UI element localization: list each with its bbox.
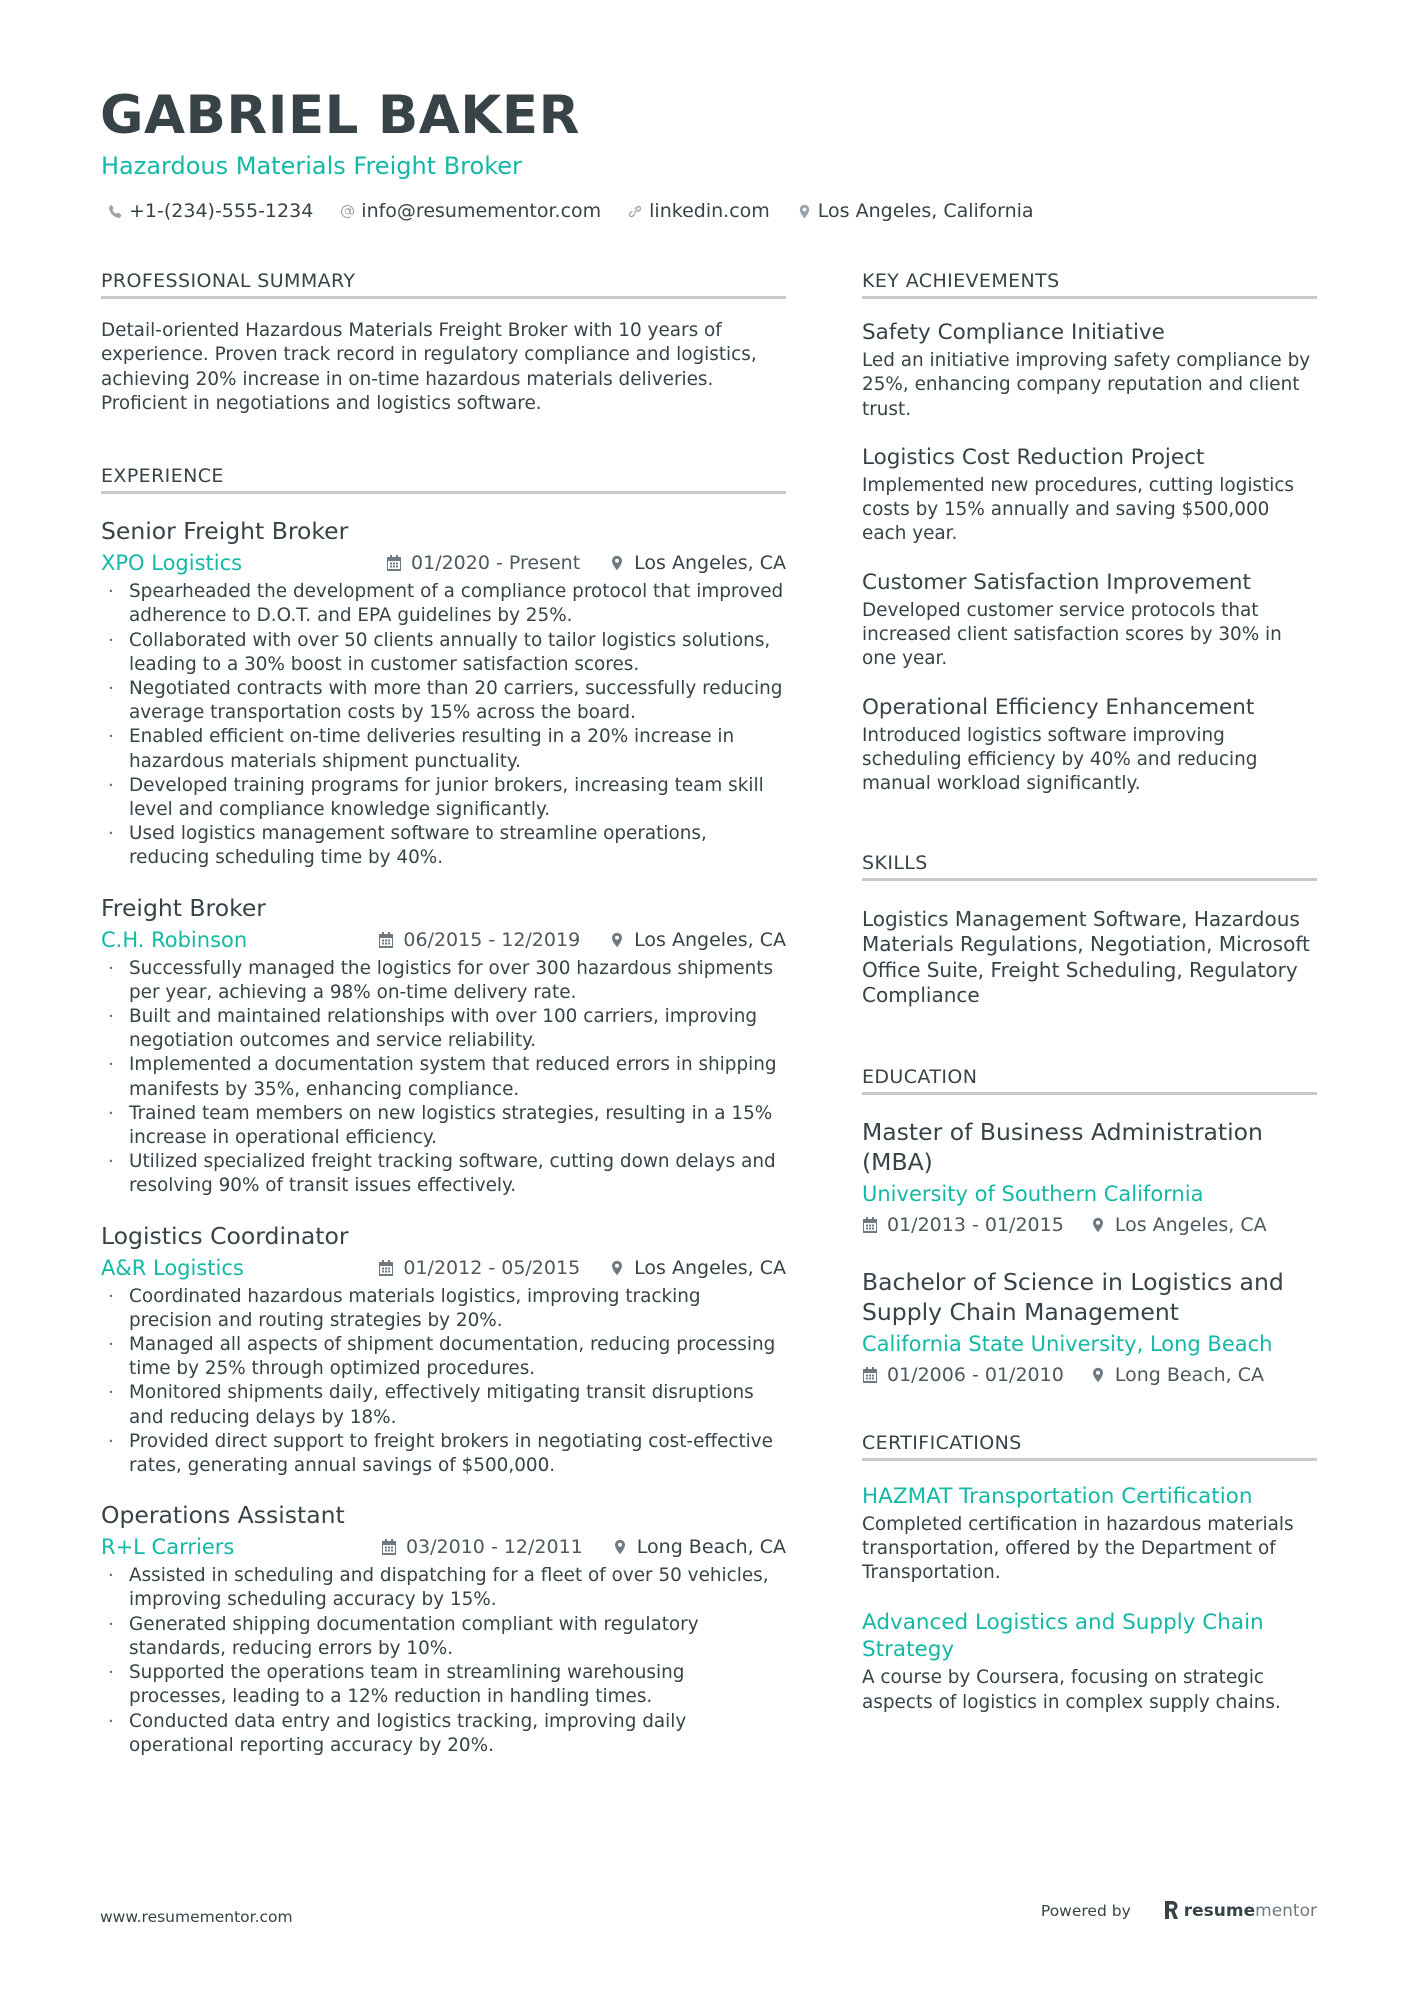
job-dates-text: 01/2020 - Present [411, 552, 581, 575]
skills-text: Logistics Management Software, Hazardous Materials Regulations, Negotiation, Microsoft Office Suite, Freight Scheduling, Regulatory Compliance [862, 906, 1310, 1008]
certifications-section [862, 1431, 1317, 1715]
at-icon [340, 204, 355, 219]
achievement-desc: Developed customer service protocols that increased client satisfaction scores by 30% in one year. [862, 599, 1282, 670]
education-location-text: Long Beach, CA [1114, 1363, 1265, 1386]
certification-desc: Completed certification in hazardous materials transportation, offered by the Department of Transportation. [862, 1513, 1294, 1584]
contact-linkedin[interactable] [628, 200, 770, 222]
job-dates [386, 552, 580, 574]
job-meta [101, 546, 786, 580]
contact-location-text: Los Angeles, California [817, 200, 1034, 222]
certification-title: HAZMAT Transportation Certification [862, 1483, 1253, 1509]
experience-section [101, 464, 786, 1758]
job-company: XPO Logistics [101, 551, 243, 576]
summary-heading: PROFESSIONAL SUMMARY [101, 269, 786, 299]
job-company: A&R Logistics [101, 1255, 244, 1280]
job-meta-right [378, 929, 786, 951]
job-entry [101, 1500, 786, 1758]
job-meta-right [378, 1257, 786, 1279]
education-dates-text: 01/2013 - 01/2015 [887, 1213, 1064, 1236]
job-dates [381, 1536, 583, 1558]
job-dates-text: 06/2015 - 12/2019 [403, 928, 581, 951]
education-school: University of Southern California [862, 1181, 1204, 1206]
job-dates [378, 1257, 580, 1279]
education-meta [862, 1209, 1317, 1241]
location-icon [1090, 1217, 1106, 1233]
achievement-title: Customer Satisfaction Improvement [862, 569, 1251, 595]
job-meta-right [386, 552, 786, 574]
list-item: · Collaborated with over 50 clients annually to tailor logistics solutions, leading to a 30% boost in customer satisfaction scores. [101, 629, 786, 677]
education-dates-text: 01/2006 - 01/2010 [887, 1363, 1064, 1386]
contact-email[interactable] [340, 200, 601, 222]
left-column [101, 269, 786, 1758]
education-item [862, 1267, 1317, 1391]
achievement-item [862, 569, 1317, 672]
education-location-text: Los Angeles, CA [1114, 1213, 1267, 1236]
list-item: · Provided direct support to freight brokers in negotiating cost-effective rates, generating annual savings of $500,000. [101, 1430, 786, 1478]
job-meta-right [381, 1536, 786, 1558]
calendar-icon [862, 1367, 878, 1383]
job-entry [101, 1221, 786, 1479]
job-bullets [101, 957, 786, 1199]
education-location [1090, 1364, 1264, 1386]
brand-name-bold: resume [1183, 1900, 1256, 1921]
candidate-title: Hazardous Materials Freight Broker [101, 152, 522, 180]
job-entry [101, 893, 786, 1199]
certification-desc: A course by Coursera, focusing on strategic aspects of logistics in complex supply chains. [862, 1667, 1281, 1713]
contact-linkedin-text: linkedin.com [649, 200, 770, 222]
job-company: R+L Carriers [101, 1535, 235, 1560]
summary-text: Detail-oriented Hazardous Materials Freight Broker with 10 years of experience. Proven track record in regulatory compliance and logistics, achieving 20% increase in on-time hazardous materials deliveries. Proficient in negotiations and logistics software. [101, 320, 757, 414]
experience-heading: EXPERIENCE [101, 464, 786, 494]
education-school: California State University, Long Beach [862, 1331, 1273, 1356]
powered-by-label: Powered by [1040, 1901, 1131, 1920]
job-location [609, 1257, 786, 1279]
certification-title: Advanced Logistics and Supply Chain Strategy [862, 1610, 1264, 1663]
job-location-text: Los Angeles, CA [634, 928, 786, 951]
job-location-text: Long Beach, CA [636, 1536, 786, 1559]
list-item: · Generated shipping documentation compliant with regulatory standards, reducing errors by 10%. [101, 1613, 786, 1661]
achievement-title: Logistics Cost Reduction Project [862, 444, 1205, 470]
brand-name-light: mentor [1255, 1900, 1317, 1921]
list-item: · Utilized specialized freight tracking software, cutting down delays and resolving 90% of transit issues effectively. [101, 1150, 786, 1198]
job-meta [101, 1530, 786, 1564]
list-item: · Conducted data entry and logistics tracking, improving daily operational reporting accuracy by 20%. [101, 1710, 786, 1758]
right-column [862, 269, 1317, 1715]
job-title: Freight Broker [101, 893, 266, 922]
achievement-item [862, 444, 1317, 547]
contact-bar [108, 198, 1061, 224]
job-location-text: Los Angeles, CA [634, 1256, 786, 1279]
education-item [862, 1117, 1317, 1241]
link-icon [628, 204, 643, 219]
certification-item [862, 1483, 1317, 1586]
job-bullets [101, 1564, 786, 1758]
certification-item [862, 1609, 1317, 1715]
job-dates-text: 03/2010 - 12/2011 [405, 1536, 583, 1559]
job-meta [101, 1251, 786, 1285]
achievement-title: Safety Compliance Initiative [862, 320, 1165, 345]
list-item: · Trained team members on new logistics strategies, resulting in a 15% increase in operational efficiency. [101, 1102, 786, 1150]
job-entry [101, 516, 786, 870]
achievements-section [862, 269, 1317, 797]
calendar-icon [386, 555, 402, 571]
list-item: · Assisted in scheduling and dispatching for a fleet of over 50 vehicles, improving scheduling accuracy by 15%. [101, 1564, 786, 1612]
calendar-icon [862, 1217, 878, 1233]
list-item: · Successfully managed the logistics for over 300 hazardous shipments per year, achieving a 98% on-time delivery rate. [101, 957, 786, 1005]
contact-phone-text: +1-(234)-555-1234 [129, 200, 314, 222]
education-section [862, 1065, 1317, 1391]
job-location [612, 1536, 786, 1558]
achievement-desc: Implemented new procedures, cutting logistics costs by 15% annually and saving $500,000 each year. [862, 474, 1295, 545]
list-item: · Developed training programs for junior brokers, increasing team skill level and compliance knowledge significantly. [101, 774, 786, 822]
location-icon [609, 932, 625, 948]
contact-email-text: info@resumementor.com [361, 200, 602, 222]
list-item: · Implemented a documentation system that reduced errors in shipping manifests by 35%, enhancing compliance. [101, 1053, 786, 1101]
achievement-desc: Introduced logistics software improving scheduling efficiency by 40% and reducing manual workload significantly. [862, 724, 1258, 795]
list-item: · Built and maintained relationships with over 100 carriers, improving negotiation outcomes and service reliability. [101, 1005, 786, 1053]
skills-section [862, 851, 1317, 1009]
education-degree: Master of Business Administration (MBA) [862, 1117, 1263, 1176]
job-bullets [101, 580, 786, 870]
education-dates [862, 1364, 1064, 1386]
location-icon [797, 204, 812, 219]
calendar-icon [378, 1260, 394, 1276]
resumementor-logo-icon [1163, 1900, 1180, 1921]
summary-section [101, 269, 786, 416]
education-heading: EDUCATION [862, 1065, 1317, 1095]
contact-phone[interactable] [108, 200, 313, 222]
brand-logo[interactable] [1163, 1900, 1317, 1921]
list-item: · Managed all aspects of shipment documentation, reducing processing time by 25% through optimized procedures. [101, 1333, 786, 1381]
location-icon [609, 1260, 625, 1276]
job-meta [101, 923, 786, 957]
list-item: · Spearheaded the development of a compliance protocol that improved adherence to D.O.T. and EPA guidelines by 25%. [101, 580, 786, 628]
job-title: Senior Freight Broker [101, 517, 349, 546]
contact-location [797, 200, 1034, 222]
job-dates-text: 01/2012 - 05/2015 [403, 1256, 581, 1279]
list-item: · Monitored shipments daily, effectively mitigating transit disruptions and reducing delays by 18%. [101, 1381, 786, 1429]
calendar-icon [378, 932, 394, 948]
list-item: · Enabled efficient on-time deliveries resulting in a 20% increase in hazardous materials shipment punctuality. [101, 725, 786, 773]
achievement-item [862, 319, 1317, 422]
location-icon [1090, 1367, 1106, 1383]
education-location [1090, 1214, 1267, 1236]
job-company: C.H. Robinson [101, 927, 248, 952]
education-meta [862, 1359, 1317, 1391]
job-title: Operations Assistant [101, 1501, 345, 1530]
footer-branding [1041, 1900, 1317, 1921]
certifications-heading: CERTIFICATIONS [862, 1431, 1317, 1461]
phone-icon [108, 204, 123, 219]
job-location-text: Los Angeles, CA [634, 552, 786, 575]
achievement-title: Operational Efficiency Enhancement [862, 694, 1255, 720]
job-title: Logistics Coordinator [101, 1221, 349, 1250]
footer-website[interactable]: www.resumementor.com [100, 1908, 293, 1926]
achievement-item [862, 694, 1317, 797]
list-item: · Used logistics management software to streamline operations, reducing scheduling time by 40%. [101, 822, 786, 870]
education-degree: Bachelor of Science in Logistics and Supply Chain Management [862, 1267, 1284, 1326]
job-location [609, 552, 786, 574]
job-location [609, 929, 786, 951]
achievement-desc: Led an initiative improving safety compliance by 25%, enhancing company reputation and client trust. [862, 350, 1311, 420]
job-bullets [101, 1285, 786, 1479]
list-item: · Supported the operations team in streamlining warehousing processes, leading to a 12% reduction in handling times. [101, 1661, 786, 1709]
education-dates [862, 1214, 1064, 1236]
candidate-name: GABRIEL BAKER [100, 85, 580, 146]
skills-heading: SKILLS [862, 851, 1317, 881]
list-item: · Coordinated hazardous materials logistics, improving tracking precision and routing strategies by 20%. [101, 1285, 786, 1333]
list-item: · Negotiated contracts with more than 20 carriers, successfully reducing average transportation costs by 15% across the board. [101, 677, 786, 725]
achievements-heading: KEY ACHIEVEMENTS [862, 269, 1317, 299]
job-dates [378, 929, 580, 951]
location-icon [612, 1539, 628, 1555]
location-icon [609, 555, 625, 571]
calendar-icon [381, 1539, 397, 1555]
